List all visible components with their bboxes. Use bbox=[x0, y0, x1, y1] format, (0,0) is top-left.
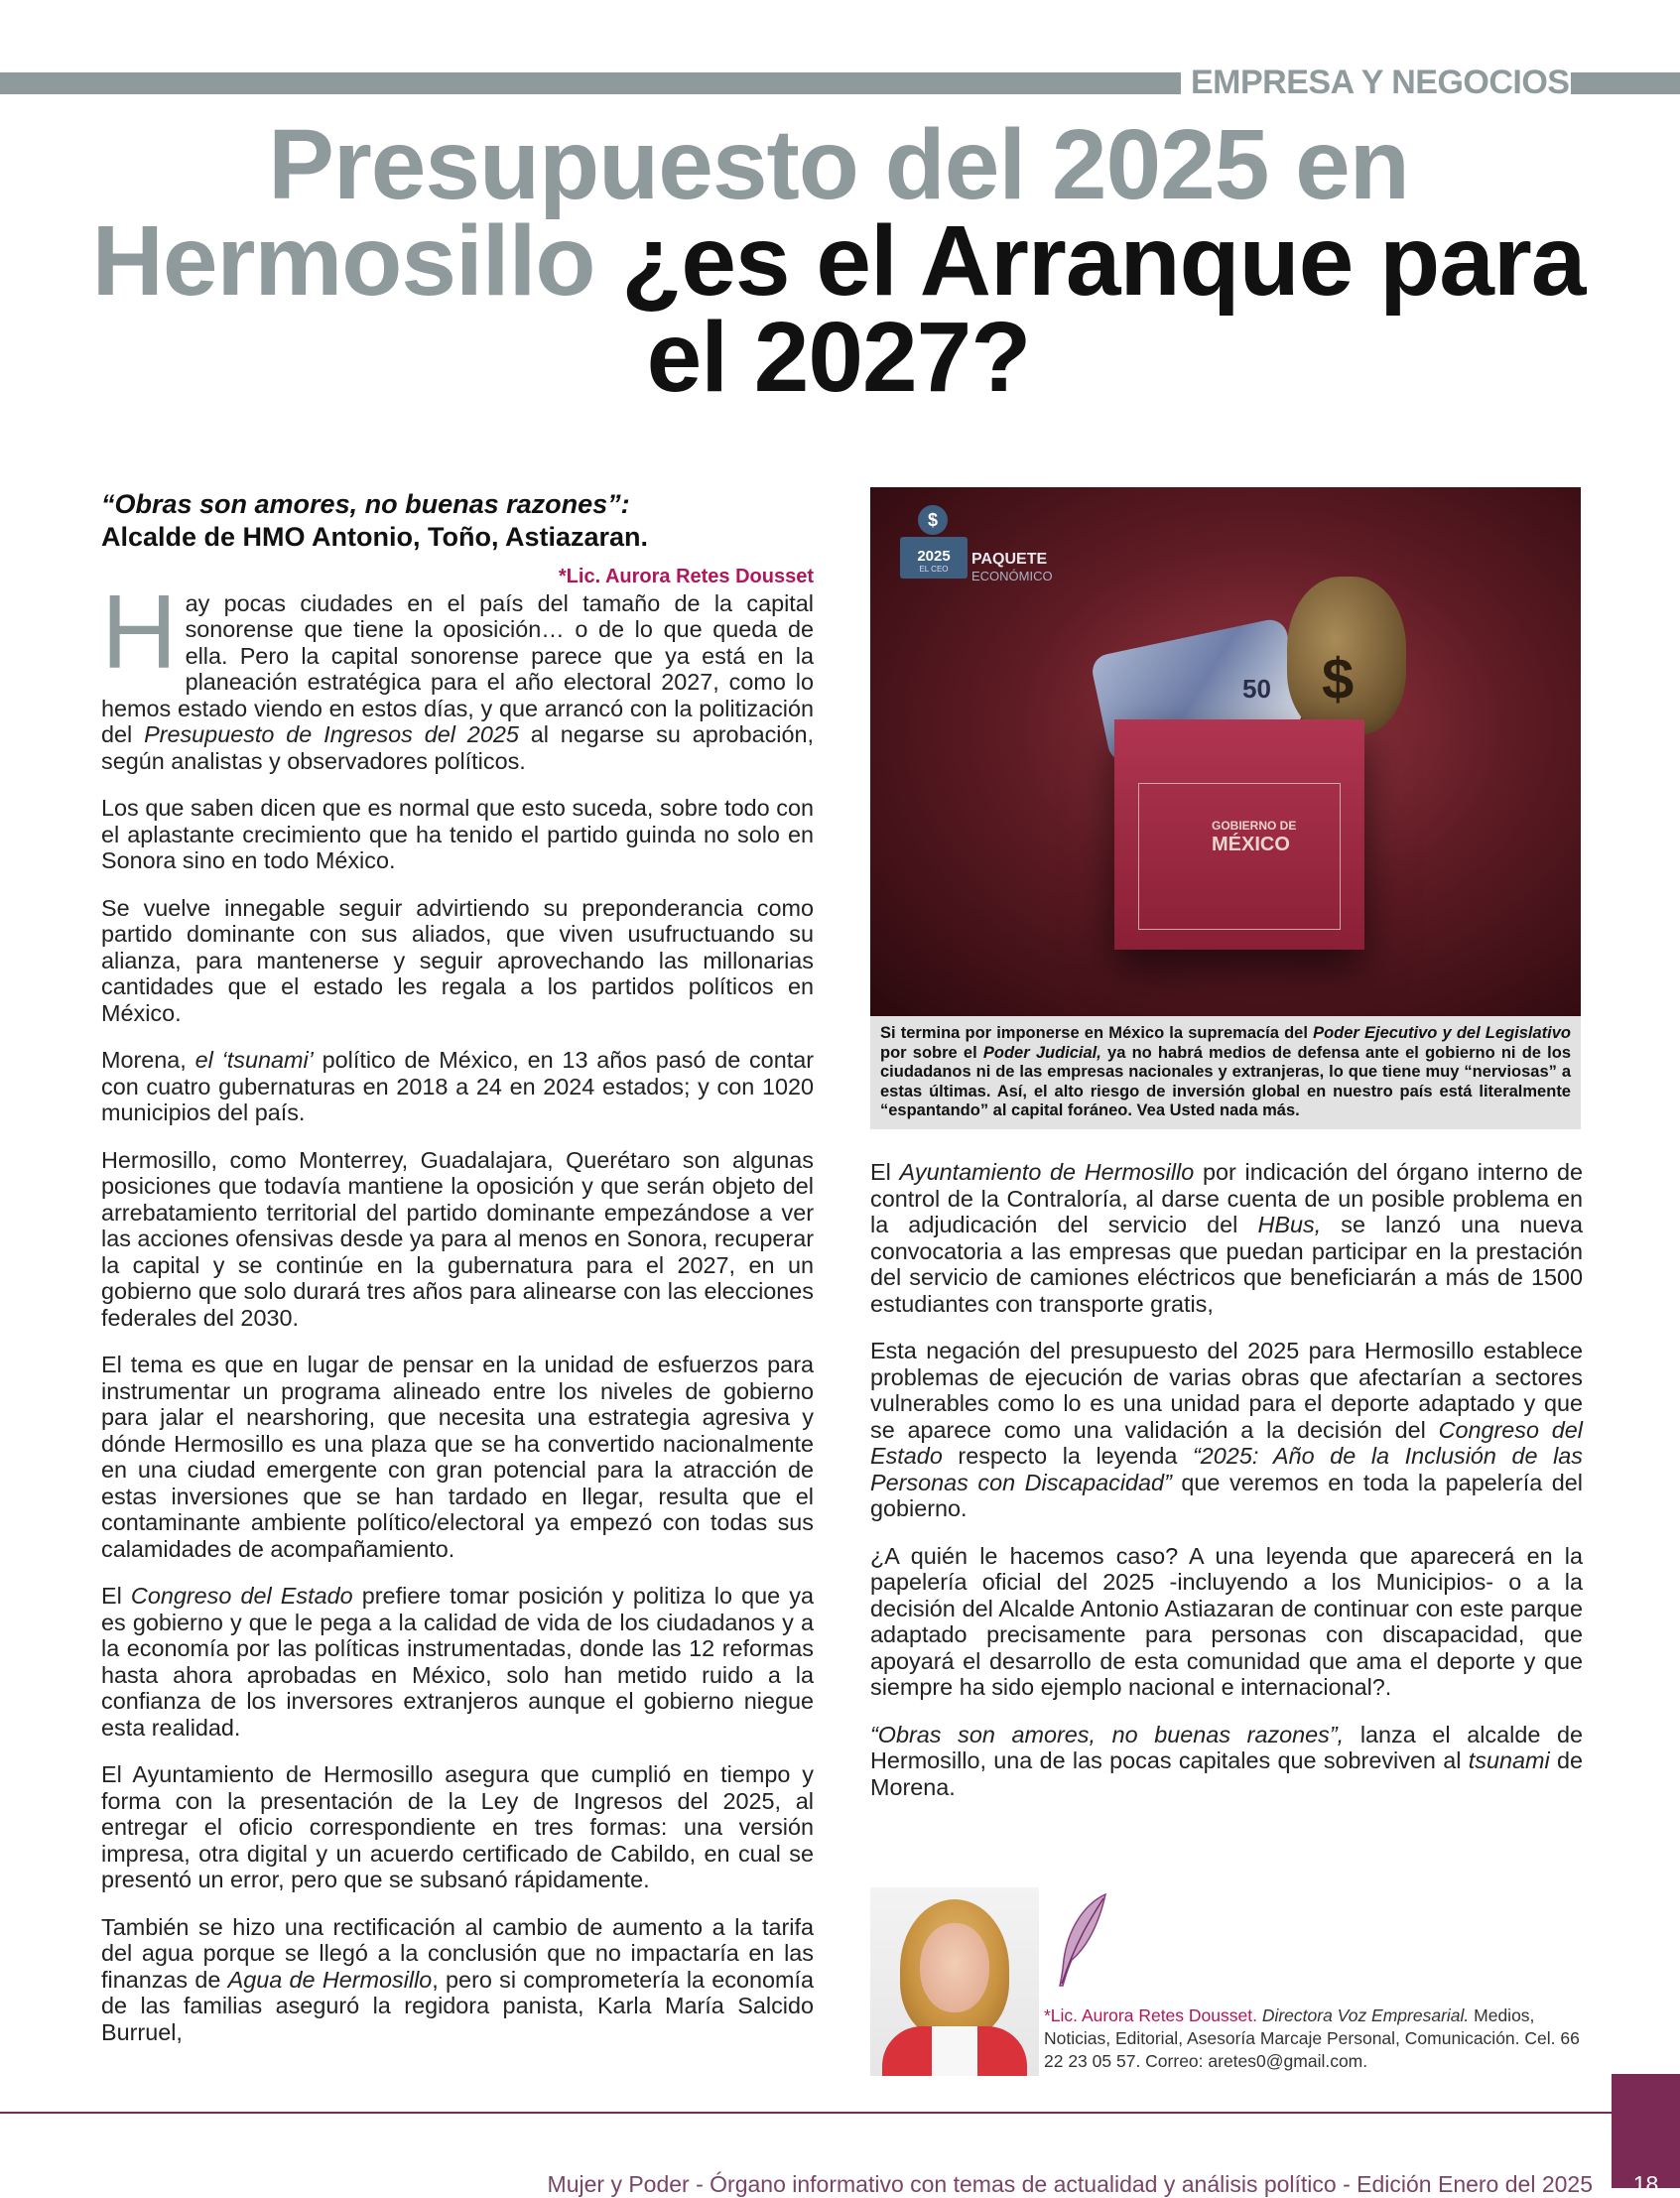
text-italic: Presupuesto de Ingresos del 2025 bbox=[144, 721, 519, 747]
paragraph bbox=[870, 1159, 1583, 1317]
text-italic: “2025: Año de la Inclusión de las Personas con Discapacidad” bbox=[870, 1443, 1583, 1495]
lead-quote: “Obras son amores, no buenas razones”: bbox=[101, 489, 630, 519]
box-logo-text bbox=[1212, 819, 1296, 855]
footer-divider bbox=[0, 2112, 1612, 2114]
paragraph: ¿A quién le hacemos caso? A una leyenda que aparecerá en la papelería oficial del 2025 -incluyendo a los Municipios- o a la decisión del Alcalde Antonio Astiazaran de continuar con este parque adaptado precisamente para personas con discapacidad, que apoyará el desarrollo de esta comunidad que ama el deporte y que siempre ha sido ejemplo nacional e internacional?. bbox=[870, 1542, 1583, 1700]
paragraph bbox=[870, 1722, 1583, 1801]
text-italic: Poder Ejecutivo y del Legislativo bbox=[1313, 1024, 1571, 1042]
feather-pen-icon bbox=[1054, 1890, 1113, 1990]
box-frame bbox=[1138, 783, 1341, 930]
text: Esta negación del presupuesto del 2025 para Hermosillo establece problemas de ejecución de varias obras que afectarían a sectores vulnerables como lo es una unidad para el deporte adaptado y que se aparece como una validación a la decisión del bbox=[870, 1338, 1583, 1443]
text: que veremos en toda la papelería del gobierno. bbox=[870, 1469, 1583, 1521]
text-italic: “Obras son amores, no buenas razones”, bbox=[870, 1721, 1345, 1747]
text-italic: Agua de Hermosillo bbox=[227, 1966, 433, 1993]
text: , pero si comprometería la economía de las familias aseguró la regidora panista, Karla María Salcido Burruel, bbox=[101, 1966, 815, 2045]
text: se lanzó una nueva convocatoria a las empresas que puedan participar en la prestación del servicio de camiones eléctricos que beneficiarán a más de 1500 estudiantes con transporte gratis, bbox=[870, 1212, 1584, 1317]
right-column bbox=[870, 1159, 1583, 1821]
portrait-shirt bbox=[932, 2026, 977, 2076]
text-italic: tsunami bbox=[1468, 1747, 1550, 1773]
paquete-text: PAQUETE bbox=[971, 551, 1048, 568]
author-portrait bbox=[870, 1887, 1039, 2076]
drop-cap: H bbox=[101, 573, 178, 691]
text: El bbox=[870, 1159, 900, 1185]
text-italic: Poder Judicial, bbox=[982, 1043, 1101, 1062]
lead-quote-block bbox=[101, 488, 814, 554]
footer-text: Mujer y Poder - Órgano informativo con temas de actualidad y análisis político - Edición Enero del 2025 bbox=[547, 2171, 1593, 2197]
text: lanza el alcalde de Hermosillo, una de las pocas capitales que sobreviven al bbox=[870, 1721, 1584, 1773]
paragraph bbox=[870, 1338, 1583, 1522]
paragraph bbox=[101, 1583, 814, 1741]
text: prefiere tomar posición y politiza lo que ya es gobierno y que le pega a la calidad de vida de los ciudadanos y a la economía por las políticas instrumentadas, donde las 12 reformas hasta ahora aprobadas en México, solo han metido ruido a la confianza de los inversores extranjeros aunque el gobierno niegue esta realidad. bbox=[101, 1583, 814, 1741]
text-italic: HBus, bbox=[1257, 1212, 1322, 1237]
text: Morena, bbox=[101, 1047, 195, 1073]
author-bio bbox=[1044, 2004, 1600, 2073]
section-bar-left bbox=[0, 72, 1181, 94]
paquete-label bbox=[971, 551, 1053, 584]
text: También se hizo una rectificación al cambio de aumento a la tarifa del agua porque se llegó a la conclusión que no impactaría en las finanzas de bbox=[101, 1913, 814, 1993]
text-italic: Ayuntamiento de Hermosillo bbox=[899, 1159, 1195, 1185]
text: al negarse su aprobación, según analistas y observadores políticos. bbox=[101, 721, 814, 774]
red-box-icon bbox=[1114, 719, 1364, 950]
paragraph: Hermosillo, como Monterrey, Guadalajara, Querétaro son algunas posiciones que todavía mantiene la oposición y que serán objeto del arrebatamiento territorial del partido dominante empezándose a ver las acciones ofensivas desde ya para al menos en Sonora, recuperar la capital y se continúe en la gubernatura para el 2027, en un gobierno que solo durará tres años para alinearse con las elecciones federales del 2030. bbox=[101, 1146, 814, 1331]
dollar-coin-icon: $ bbox=[918, 505, 948, 535]
text: político de México, en 13 años pasó de contar con cuatro gubernaturas en 2018 a 24 en 2024 estados; y con 1020 municipios del país. bbox=[101, 1047, 814, 1125]
paragraph bbox=[101, 1047, 814, 1126]
left-column bbox=[101, 488, 814, 2066]
paragraph: Los que saben dicen que es normal que esto suceda, sobre todo con el aplastante crecimiento que ha tenido el partido guinda no solo en Sonora sino en todo México. bbox=[101, 795, 814, 873]
text-italic: Congreso del Estado bbox=[870, 1416, 1583, 1469]
text: ya no habrá medios de defensa ante el gobierno ni de los ciudadanos ni de las empresas nacionales y extranjeras, lo que tiene muy “nerviosas” a estas últimas. Así, el alto riesgo de inversión global en nuestro país está literalmente “espantando” al capital foráneo. Vea Usted nada más. bbox=[880, 1043, 1571, 1119]
article-photo bbox=[870, 487, 1581, 1016]
portrait-face bbox=[920, 1923, 989, 2012]
page-number: 18 bbox=[1632, 2171, 1659, 2197]
photo-caption bbox=[870, 1016, 1581, 1129]
author-description: Medios, Noticias, Editorial, Asesoría Marcaje Personal, Comunicación. Cel. 66 22 23 05 57. Correo: aretes0@gmail.com. bbox=[1044, 2005, 1580, 2071]
text: ay pocas ciudades en el país del tamaño de la capital sonorense que tiene la oposición… o de lo que queda de ella. Pero la capital sonorense parece que ya está en la planeación estratégica para el año electoral 2027, como lo hemos estado viendo en estos días, y que arrancó con la politización del bbox=[101, 589, 814, 747]
paragraph: Se vuelve innegable seguir advirtiendo su preponderancia como partido dominante con sus aliados, que viven usufructuando su alianza, para mantenerse y seguir aprovechando las millonarias cantidades que el estado les regala a los partidos políticos en México. bbox=[101, 894, 814, 1026]
text-italic: Congreso del Estado bbox=[130, 1583, 353, 1609]
paragraph bbox=[101, 1914, 814, 2046]
ballot-subtitle: EL CEO bbox=[919, 565, 949, 574]
text: de Morena. bbox=[870, 1747, 1583, 1800]
text: respecto la leyenda bbox=[942, 1443, 1193, 1469]
text: Si termina por imponerse en México la supremacía del bbox=[880, 1024, 1314, 1042]
economico-text: ECONÓMICO bbox=[971, 569, 1053, 583]
author-role: Directora Voz Empresarial. bbox=[1256, 2005, 1470, 2025]
lead-subtitle: Alcalde de HMO Antonio, Toño, Astiazaran. bbox=[101, 522, 649, 552]
text: por indicación del órgano interno de control de la Contraloría, al darse cuenta de un posible problema en la adjudicación del servicio del bbox=[870, 1159, 1583, 1237]
text: por sobre el bbox=[880, 1043, 983, 1062]
paragraph: El tema es que en lugar de pensar en la unidad de esfuerzos para instrumentar un programa alineado entre los niveles de gobierno para jalar el nearshoring, que necesita una estrategia agresiva y dónde Hermosillo es una plaza que se ha convertido nacionalmente en una ciudad emergente con gran potencial para la atracción de estas inversiones que se han tardado en llegar, resulta que el contaminante ambiente político/electoral ya empezó con todas sus calamidades de acompañamiento. bbox=[101, 1352, 814, 1562]
author-name: *Lic. Aurora Retes Dousset. bbox=[1044, 2005, 1257, 2025]
paragraph: El Ayuntamiento de Hermosillo asegura que cumplió en tiempo y forma con la presentación de la Ley de Ingresos del 2025, al entregar el oficio correspondiente en tres formas: una versión impresa, otra digital y un acuerdo certificado de Cabildo, en cual se presentó un error, pero que se subsanó rápidamente. bbox=[101, 1761, 814, 1892]
section-bar-right bbox=[1571, 72, 1680, 94]
ballot-year: 2025 bbox=[917, 548, 951, 565]
byline: *Lic. Aurora Retes Dousset bbox=[558, 566, 814, 587]
article-title bbox=[60, 109, 1617, 413]
box-line-2: MÉXICO bbox=[1212, 834, 1290, 855]
section-label: EMPRESA Y NEGOCIOS bbox=[1191, 64, 1570, 101]
text: El bbox=[101, 1583, 131, 1609]
title-black-part: ¿es el Arranque para el 2027? bbox=[621, 205, 1586, 413]
box-line-1: GOBIERNO DE bbox=[1212, 819, 1297, 833]
dollar-sign-icon: $ bbox=[1322, 647, 1355, 711]
title-gray-part: Presupuesto del 2025 en Hermosillo bbox=[91, 109, 1409, 317]
text-italic: el ‘tsunami’ bbox=[194, 1047, 314, 1073]
bill-number: 50 bbox=[1242, 674, 1271, 704]
